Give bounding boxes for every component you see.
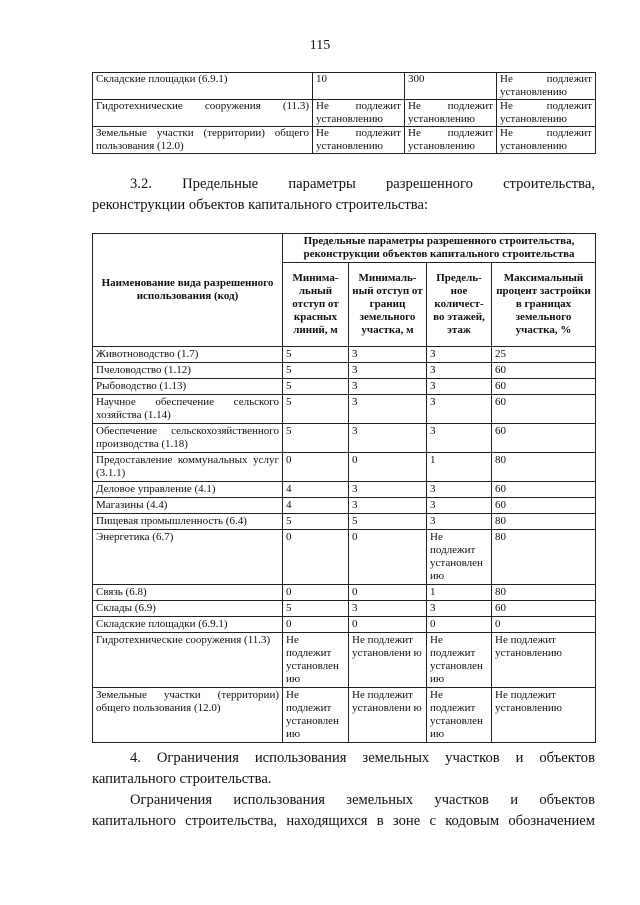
table-row — [93, 127, 596, 154]
table-cell: 10 — [313, 73, 405, 100]
cell-max-floors: 3 — [427, 514, 492, 530]
column-header-min-setback-red-lines: Минима-льный отступ от красных линий, м — [283, 263, 349, 347]
table-row — [93, 585, 596, 601]
cell-min-setback-boundaries: 0 — [349, 453, 427, 482]
cell-land-use-name: Склады (6.9) — [93, 601, 283, 617]
table-header-row — [93, 234, 596, 263]
cell-min-setback-boundaries: 5 — [349, 514, 427, 530]
cell-max-floors: 3 — [427, 498, 492, 514]
table-row — [93, 688, 596, 743]
parameters-table-body — [93, 347, 596, 743]
table-row — [93, 498, 596, 514]
table-row — [93, 395, 596, 424]
cell-max-coverage: 60 — [492, 424, 596, 453]
section4-heading-line2: капитального строительства. — [92, 771, 272, 787]
cell-min-setback-boundaries: 3 — [349, 347, 427, 363]
cell-max-floors: 3 — [427, 395, 492, 424]
cell-max-floors: 3 — [427, 363, 492, 379]
table-row — [93, 530, 596, 585]
column-group-header: Предельные параметры разрешенного строительства, реконструкции объектов капитального строительства — [283, 234, 596, 263]
page-number: 115 — [309, 38, 331, 53]
cell-min-setback-boundaries: 3 — [349, 424, 427, 453]
cell-max-coverage: 0 — [492, 617, 596, 633]
cell-min-setback-red-lines: 4 — [283, 482, 349, 498]
column-header-max-coverage: Максимальный процент застройки в границах земельного участка, % — [492, 263, 596, 347]
cell-max-coverage: 25 — [492, 347, 596, 363]
cell-min-setback-boundaries: 3 — [349, 498, 427, 514]
section-heading-line1: 3.2. Предельные параметры разрешенного строительства, — [130, 176, 595, 192]
table-cell: 300 — [405, 73, 497, 100]
cell-min-setback-boundaries: 0 — [349, 585, 427, 601]
cell-min-setback-red-lines: 5 — [283, 514, 349, 530]
table-row — [93, 379, 596, 395]
cell-max-floors: 3 — [427, 379, 492, 395]
cell-min-setback-red-lines: 0 — [283, 585, 349, 601]
table-row — [93, 424, 596, 453]
table-cell: Не подлежит установлению — [405, 127, 497, 154]
table-row — [93, 617, 596, 633]
cell-land-use-name: Животноводство (1.7) — [93, 347, 283, 363]
cell-land-use-name: Магазины (4.4) — [93, 498, 283, 514]
cell-max-floors: 3 — [427, 482, 492, 498]
cell-land-use-name: Энергетика (6.7) — [93, 530, 283, 585]
cell-max-floors: 1 — [427, 585, 492, 601]
cell-max-floors: 3 — [427, 424, 492, 453]
cell-land-use-name: Складские площадки (6.9.1) — [93, 617, 283, 633]
cell-max-coverage: 60 — [492, 482, 596, 498]
cell-max-coverage: 80 — [492, 585, 596, 601]
table-cell: Не подлежит установлению — [497, 100, 596, 127]
body-paragraph — [92, 790, 595, 832]
cell-max-coverage: 80 — [492, 514, 596, 530]
section4-heading — [92, 748, 595, 790]
cell-max-coverage: 60 — [492, 498, 596, 514]
table-row — [93, 601, 596, 617]
cell-max-coverage: 60 — [492, 363, 596, 379]
section-heading-line2: реконструкции объектов капитального строительства: — [92, 197, 428, 213]
cell-max-floors: 1 — [427, 453, 492, 482]
cell-min-setback-boundaries: Не подлежит установлени ю — [349, 688, 427, 743]
cell-min-setback-red-lines: 0 — [283, 530, 349, 585]
table-cell: Гидротехнические сооружения (11.3) — [93, 100, 313, 127]
cell-min-setback-boundaries: 0 — [349, 530, 427, 585]
cell-min-setback-boundaries: Не подлежит установлени ю — [349, 633, 427, 688]
cell-min-setback-red-lines: 5 — [283, 379, 349, 395]
cell-max-coverage: 80 — [492, 453, 596, 482]
table-cell: Не подлежит установлению — [313, 127, 405, 154]
cell-min-setback-red-lines: Не подлежит установлен ию — [283, 633, 349, 688]
cell-min-setback-red-lines: 0 — [283, 453, 349, 482]
table-row — [93, 73, 596, 100]
cell-max-coverage: 80 — [492, 530, 596, 585]
cell-max-coverage: Не подлежит установлению — [492, 633, 596, 688]
column-header-max-floors: Предель-ное количест-во этажей, этаж — [427, 263, 492, 347]
cell-max-coverage: 60 — [492, 379, 596, 395]
cell-min-setback-boundaries: 3 — [349, 601, 427, 617]
cell-max-floors: Не подлежит установлен ию — [427, 530, 492, 585]
column-header-name: Наименование вида разрешенного использования (код) — [93, 234, 283, 347]
cell-land-use-name: Деловое управление (4.1) — [93, 482, 283, 498]
cell-max-floors: 0 — [427, 617, 492, 633]
table-cell: Не подлежит установлению — [497, 127, 596, 154]
table-cell: Земельные участки (территории) общего пользования (12.0) — [93, 127, 313, 154]
cell-min-setback-boundaries: 3 — [349, 363, 427, 379]
column-header-min-setback-boundaries: Минималь-ный отступ от границ земельного участка, м — [349, 263, 427, 347]
table-row — [93, 633, 596, 688]
cell-min-setback-red-lines: 0 — [283, 617, 349, 633]
table-row — [93, 100, 596, 127]
cell-land-use-name: Предоставление коммунальных услуг (3.1.1) — [93, 453, 283, 482]
table-cell: Складские площадки (6.9.1) — [93, 73, 313, 100]
cell-min-setback-boundaries: 3 — [349, 482, 427, 498]
cell-min-setback-boundaries: 3 — [349, 379, 427, 395]
parameters-table — [92, 233, 596, 743]
cell-min-setback-red-lines: 5 — [283, 395, 349, 424]
cell-max-floors: 3 — [427, 347, 492, 363]
cell-min-setback-boundaries: 3 — [349, 395, 427, 424]
cell-min-setback-red-lines: 4 — [283, 498, 349, 514]
cell-min-setback-red-lines: 5 — [283, 601, 349, 617]
table-cell: Не подлежит установлению — [497, 73, 596, 100]
continuation-table — [92, 72, 596, 154]
cell-land-use-name: Обеспечение сельскохозяйственного производства (1.18) — [93, 424, 283, 453]
cell-max-coverage: Не подлежит установлению — [492, 688, 596, 743]
cell-max-floors: Не подлежит установлен ию — [427, 633, 492, 688]
table-row — [93, 363, 596, 379]
cell-min-setback-red-lines: 5 — [283, 424, 349, 453]
cell-max-coverage: 60 — [492, 601, 596, 617]
table-row — [93, 347, 596, 363]
table-row — [93, 482, 596, 498]
body-paragraph-line1: Ограничения использования земельных участков и объектов — [130, 792, 595, 808]
cell-max-floors: 3 — [427, 601, 492, 617]
cell-land-use-name: Пчеловодство (1.12) — [93, 363, 283, 379]
cell-min-setback-red-lines: Не подлежит установлен ию — [283, 688, 349, 743]
cell-land-use-name: Земельные участки (территории) общего пользования (12.0) — [93, 688, 283, 743]
table-cell: Не подлежит установлению — [313, 100, 405, 127]
cell-land-use-name: Пищевая промышленность (6.4) — [93, 514, 283, 530]
cell-min-setback-red-lines: 5 — [283, 363, 349, 379]
cell-land-use-name: Научное обеспечение сельского хозяйства (1.14) — [93, 395, 283, 424]
table-row — [93, 514, 596, 530]
cell-max-floors: Не подлежит установлен ию — [427, 688, 492, 743]
body-paragraph-line2: капитального строительства, находящихся в зоне с кодовым обозначением — [92, 813, 595, 829]
cell-max-coverage: 60 — [492, 395, 596, 424]
cell-land-use-name: Связь (6.8) — [93, 585, 283, 601]
cell-land-use-name: Гидротехнические сооружения (11.3) — [93, 633, 283, 688]
cell-min-setback-red-lines: 5 — [283, 347, 349, 363]
cell-land-use-name: Рыбоводство (1.13) — [93, 379, 283, 395]
cell-min-setback-boundaries: 0 — [349, 617, 427, 633]
table-row — [93, 453, 596, 482]
section4-heading-line1: 4. Ограничения использования земельных участков и объектов — [130, 750, 595, 766]
table-cell: Не подлежит установлению — [405, 100, 497, 127]
